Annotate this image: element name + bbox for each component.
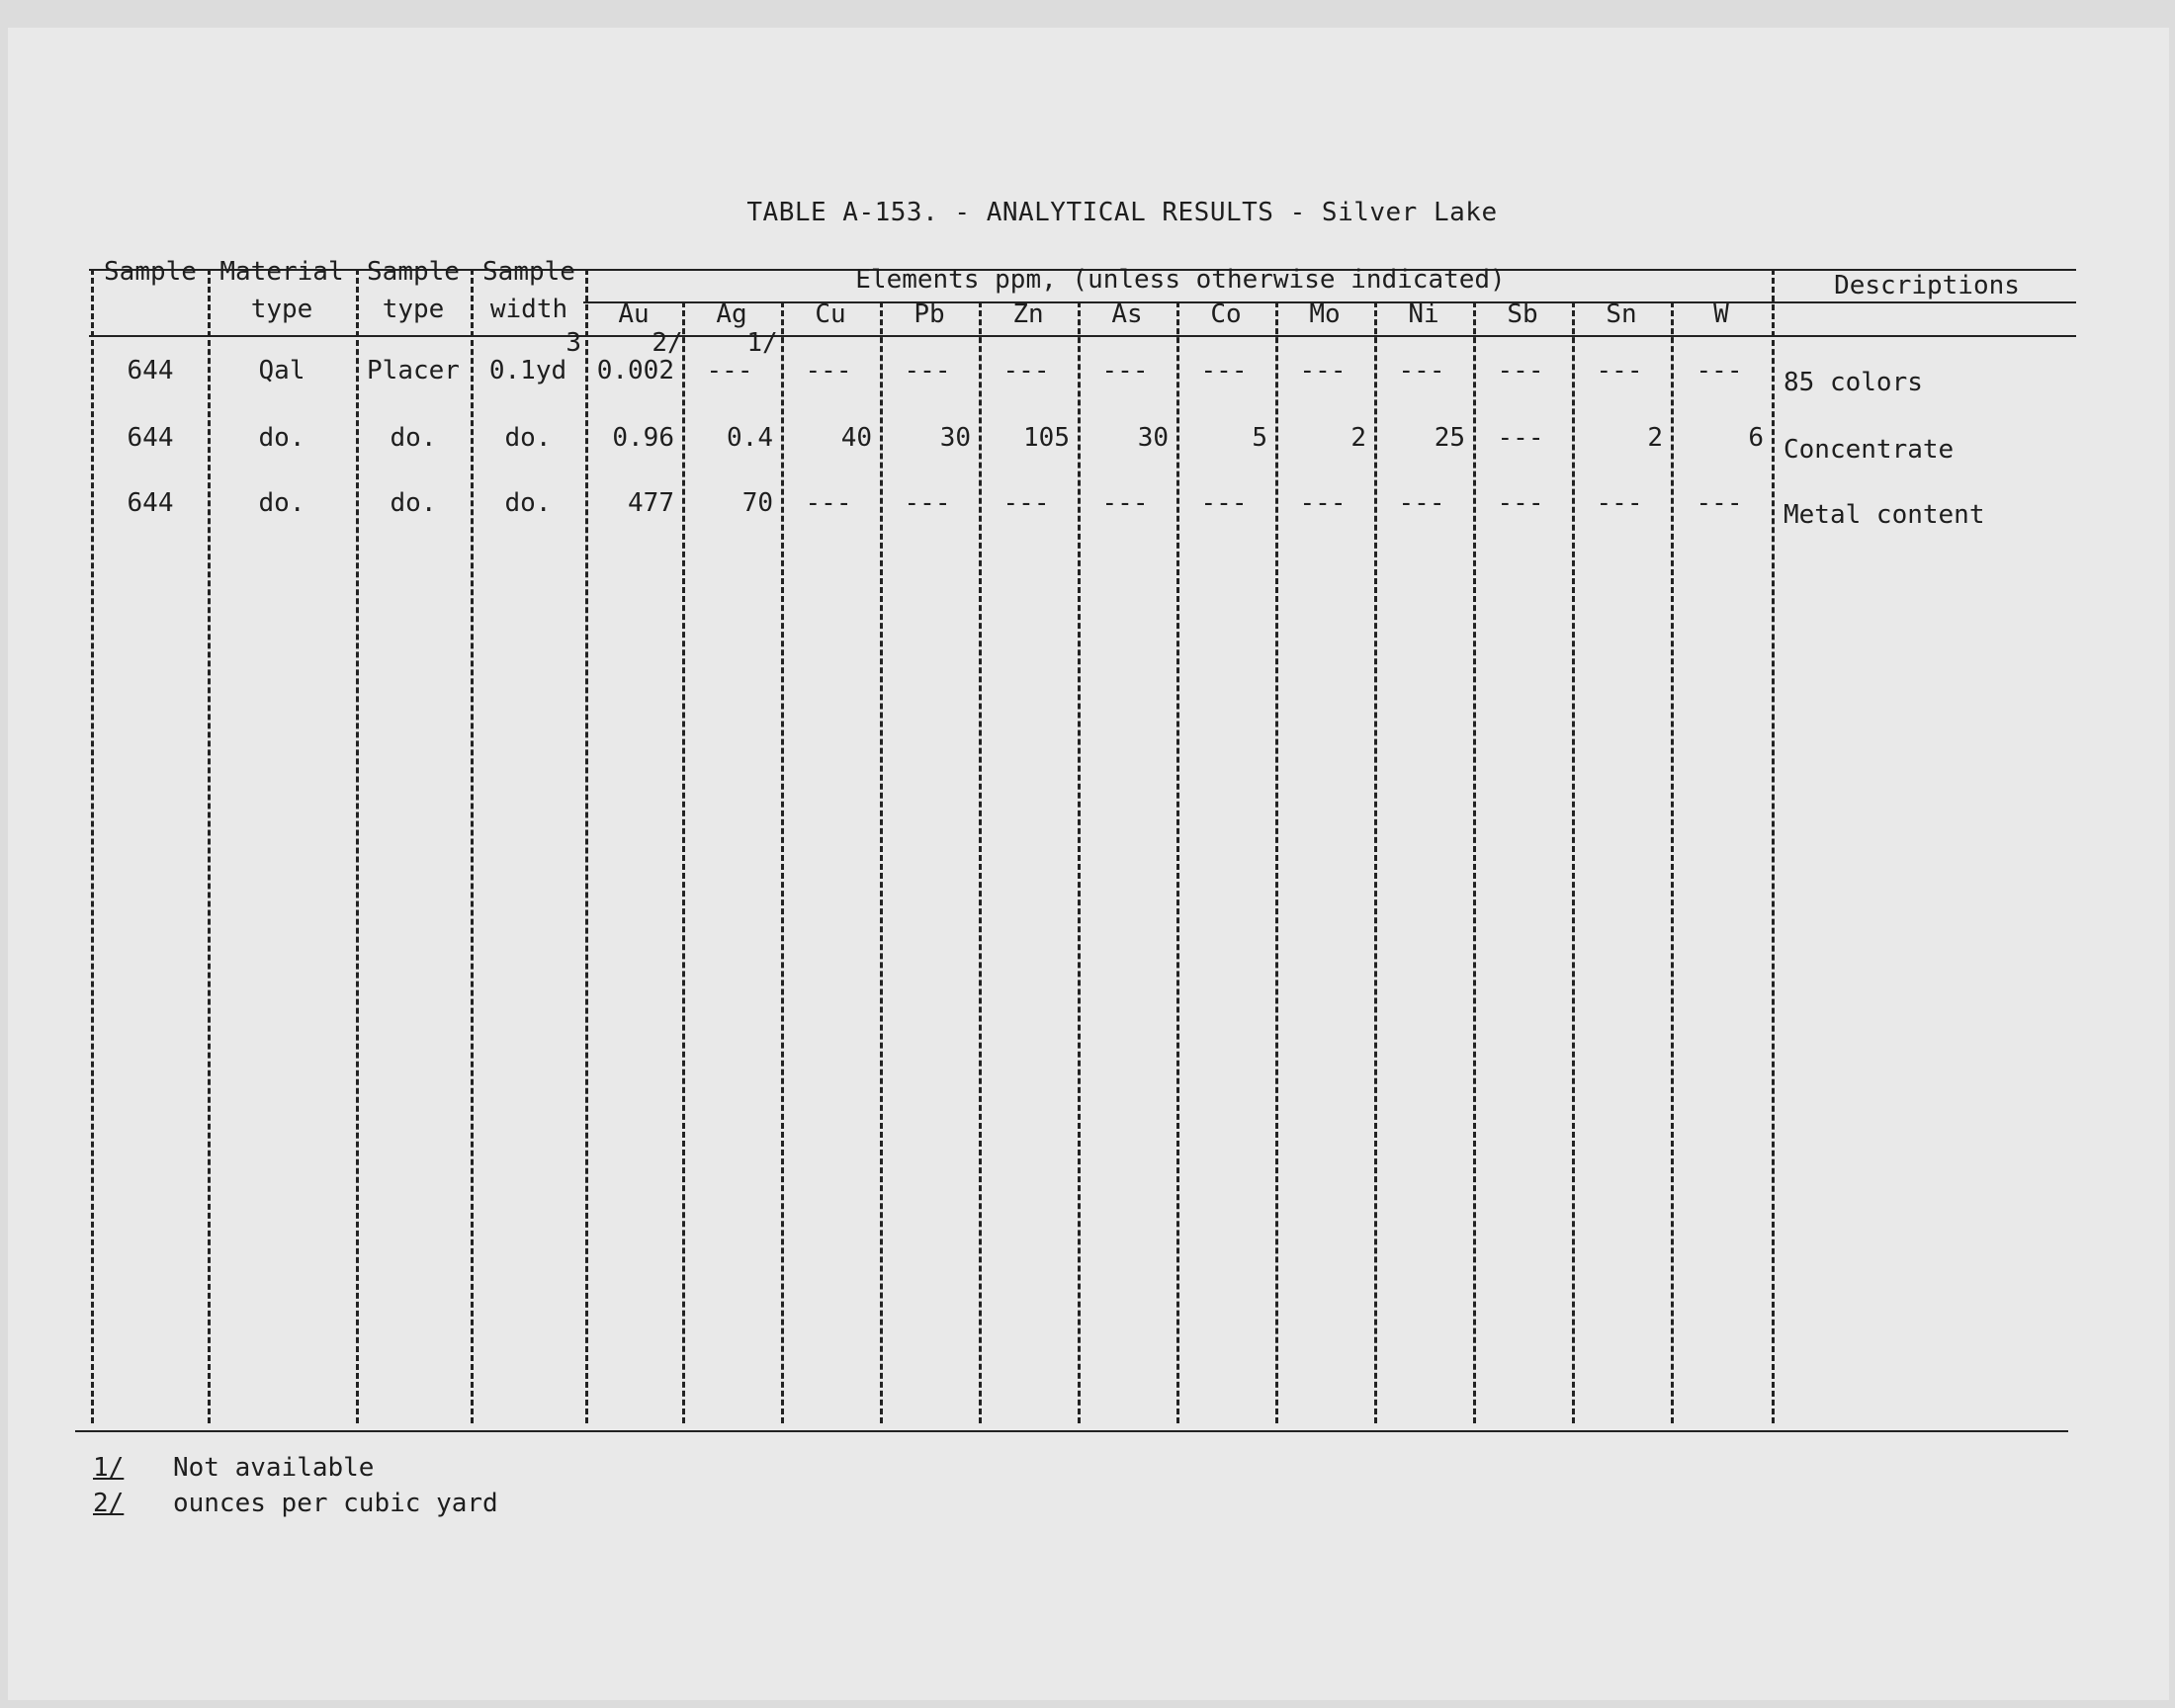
cell-element-as: --- bbox=[1101, 356, 1149, 385]
cell-element-mo: --- bbox=[1299, 488, 1347, 518]
footnote-2 bbox=[93, 1489, 498, 1518]
cell-element-ni: --- bbox=[1398, 356, 1445, 385]
header-element-mo: Mo bbox=[1309, 299, 1341, 329]
cell-element-cu: --- bbox=[805, 488, 852, 518]
cell-element-cu: --- bbox=[805, 356, 852, 385]
cell-sample: 644 bbox=[127, 423, 174, 453]
cell-element-w: --- bbox=[1696, 356, 1743, 385]
cell-element-as: 30 bbox=[1137, 423, 1169, 453]
cell-element-sn: 2 bbox=[1647, 423, 1663, 453]
column-divider bbox=[91, 269, 94, 1423]
cell-material: do. bbox=[258, 423, 305, 453]
header-elements-group: Elements ppm, (unless otherwise indicated) bbox=[855, 265, 1506, 295]
cell-element-ni: 25 bbox=[1434, 423, 1465, 453]
footnote-1 bbox=[93, 1453, 374, 1483]
column-divider bbox=[1473, 301, 1476, 1423]
cell-material: do. bbox=[258, 488, 305, 518]
cell-material: Qal bbox=[258, 356, 305, 385]
ag-footnote-mark: 1/ bbox=[746, 328, 778, 358]
cell-element-pb: --- bbox=[904, 356, 951, 385]
footnote-2-text: ounces per cubic yard bbox=[172, 1489, 498, 1518]
cell-element-sn: --- bbox=[1596, 488, 1643, 518]
cell-element-mo: 2 bbox=[1350, 423, 1366, 453]
cell-element-sb: --- bbox=[1497, 356, 1544, 385]
cell-element-zn: --- bbox=[1002, 488, 1050, 518]
column-divider bbox=[1078, 301, 1081, 1423]
cell-element-co: 5 bbox=[1252, 423, 1267, 453]
cell-element-au: 0.002 bbox=[596, 356, 674, 385]
footnote-1-mark: 1/ bbox=[93, 1453, 125, 1483]
cell-element-ag: 0.4 bbox=[727, 423, 773, 453]
header-material-line2: type bbox=[250, 295, 313, 324]
cell-element-au: 0.96 bbox=[612, 423, 674, 453]
cell-element-ag: --- bbox=[706, 356, 753, 385]
header-element-pb: Pb bbox=[914, 299, 945, 329]
header-element-w: W bbox=[1713, 299, 1729, 329]
header-bottom-rule bbox=[89, 335, 2076, 337]
cell-sample: 644 bbox=[127, 488, 174, 518]
footnote-2-mark: 2/ bbox=[93, 1489, 125, 1518]
header-element-ag: Ag bbox=[716, 299, 747, 329]
cell-element-cu: 40 bbox=[840, 423, 872, 453]
cell-sample-width: 0.1yd bbox=[488, 356, 567, 385]
table-title: TABLE A-153. - ANALYTICAL RESULTS - Silver Lake bbox=[746, 198, 1498, 227]
cell-element-zn: 105 bbox=[1023, 423, 1070, 453]
header-sampletype-line1: Sample bbox=[367, 257, 460, 287]
cell-element-co: --- bbox=[1200, 488, 1248, 518]
cell-element-pb: 30 bbox=[939, 423, 971, 453]
cell-sample-type: Placer bbox=[367, 356, 460, 385]
header-element-au: Au bbox=[618, 299, 650, 329]
cell-sample-width: do. bbox=[504, 488, 552, 518]
header-material-line1: Material bbox=[219, 257, 344, 287]
cell-sample: 644 bbox=[127, 356, 174, 385]
cell-element-mo: --- bbox=[1299, 356, 1347, 385]
column-divider bbox=[880, 301, 883, 1423]
column-divider bbox=[1374, 301, 1377, 1423]
cell-description: Metal content bbox=[1784, 500, 1985, 530]
header-samplewidth-line1: Sample bbox=[482, 257, 575, 287]
column-divider bbox=[1572, 301, 1575, 1423]
sample-width-superscript: 3 bbox=[566, 328, 581, 358]
cell-element-ni: --- bbox=[1398, 488, 1445, 518]
cell-sample-type: do. bbox=[390, 423, 437, 453]
cell-element-w: --- bbox=[1696, 488, 1743, 518]
column-divider bbox=[1772, 269, 1775, 1423]
column-divider bbox=[682, 301, 685, 1423]
header-element-zn: Zn bbox=[1012, 299, 1044, 329]
cell-element-sb: --- bbox=[1497, 488, 1544, 518]
header-element-ni: Ni bbox=[1408, 299, 1439, 329]
header-element-sb: Sb bbox=[1507, 299, 1538, 329]
cell-element-as: --- bbox=[1101, 488, 1149, 518]
cell-element-pb: --- bbox=[904, 488, 951, 518]
table-bottom-rule bbox=[75, 1430, 2068, 1432]
header-element-as: As bbox=[1111, 299, 1143, 329]
header-samplewidth-line2: width bbox=[489, 295, 568, 324]
column-divider bbox=[1176, 301, 1179, 1423]
cell-element-au: 477 bbox=[628, 488, 674, 518]
header-element-sn: Sn bbox=[1606, 299, 1637, 329]
cell-element-sn: --- bbox=[1596, 356, 1643, 385]
cell-description: 85 colors bbox=[1784, 368, 1923, 397]
column-divider bbox=[1671, 301, 1674, 1423]
column-divider bbox=[781, 301, 784, 1423]
cell-sample-width: do. bbox=[504, 423, 552, 453]
column-divider bbox=[585, 269, 588, 1423]
column-divider bbox=[1275, 301, 1278, 1423]
cell-element-co: --- bbox=[1200, 356, 1248, 385]
header-sampletype-line2: type bbox=[382, 295, 445, 324]
au-footnote-mark: 2/ bbox=[652, 328, 683, 358]
cell-description: Concentrate bbox=[1784, 435, 1955, 465]
cell-element-ag: 70 bbox=[741, 488, 773, 518]
footnote-1-text: Not available bbox=[172, 1453, 375, 1483]
column-divider bbox=[979, 301, 982, 1423]
cell-sample-type: do. bbox=[390, 488, 437, 518]
header-element-cu: Cu bbox=[815, 299, 846, 329]
header-sample: Sample bbox=[104, 257, 197, 287]
cell-element-sb: --- bbox=[1497, 423, 1544, 453]
cell-element-zn: --- bbox=[1002, 356, 1050, 385]
header-descriptions: Descriptions bbox=[1834, 271, 2020, 300]
header-element-co: Co bbox=[1210, 299, 1242, 329]
cell-element-w: 6 bbox=[1748, 423, 1764, 453]
